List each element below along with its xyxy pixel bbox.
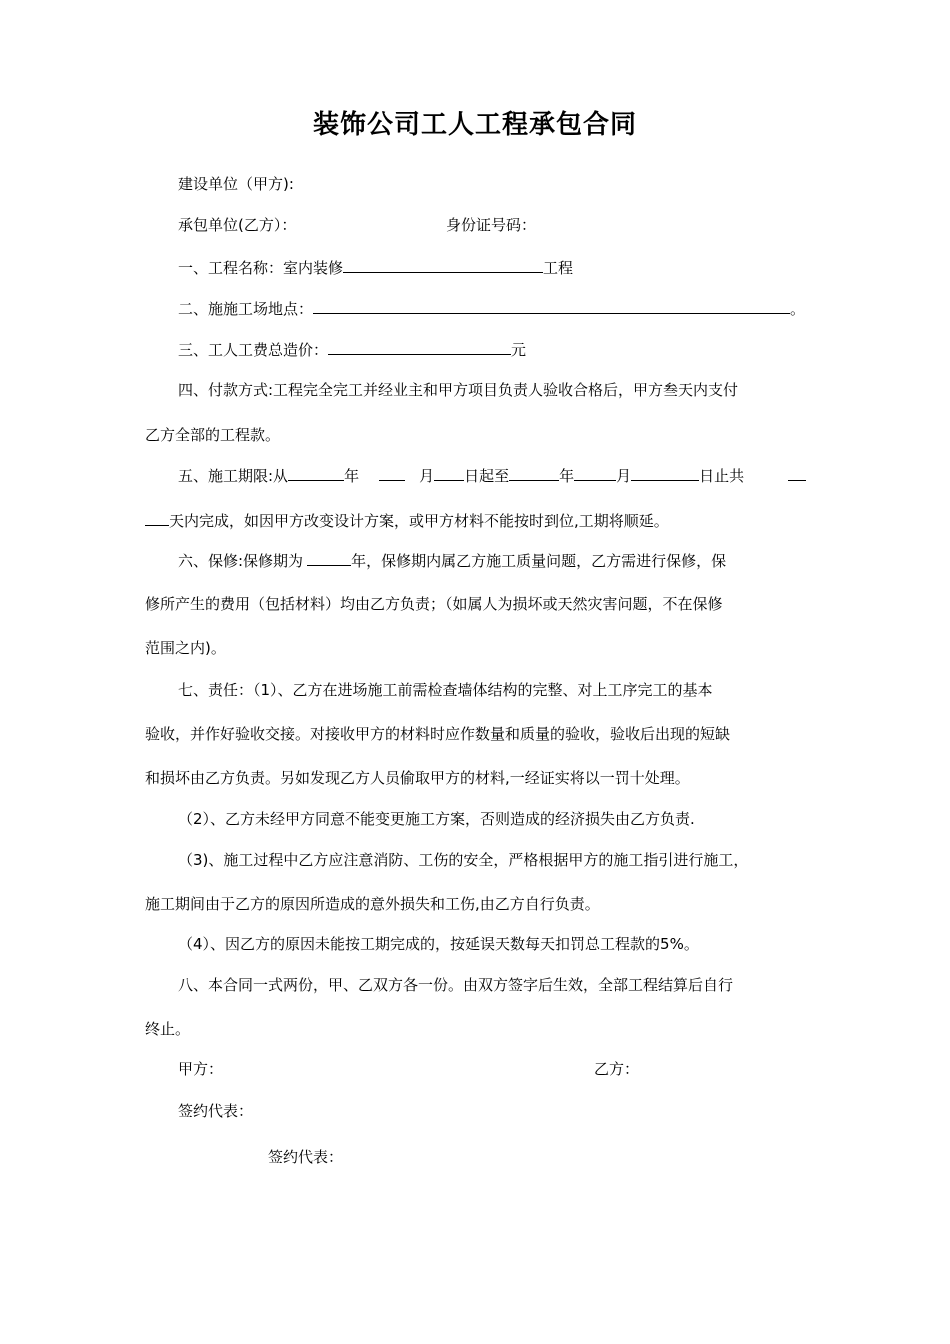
item-7-line-2: 验收，并作好验收交接。对接收甲方的材料时应作数量和质量的验收，验收后出现的短缺 bbox=[145, 725, 731, 743]
item-5-from: 五、施工期限:从 bbox=[178, 467, 289, 485]
item-7-3-line-1: （3)、施工过程中乙方应注意消防、工伤的安全，严格根据甲方的施工指引进行施工， bbox=[178, 851, 749, 869]
sign-representative-a: 签约代表： bbox=[178, 1102, 254, 1120]
warranty-years-blank bbox=[307, 550, 351, 566]
item-5-month: 月 bbox=[419, 467, 435, 485]
item-2-prefix: 二、施施工场地点： bbox=[178, 300, 314, 318]
item-1-prefix: 一、工程名称：室内装修 bbox=[178, 259, 344, 277]
end-year-blank bbox=[509, 465, 559, 481]
item-8-line-1: 八、本合同一式两份，甲、乙双方各一份。由双方签字后生效，全部工程结算后自行 bbox=[178, 976, 734, 994]
item-3-suffix: 元 bbox=[511, 341, 527, 359]
end-month-blank bbox=[574, 465, 616, 481]
item-6-line-1 bbox=[178, 550, 726, 571]
start-year-blank bbox=[288, 465, 344, 481]
item-5-until: 日起至 bbox=[464, 467, 510, 485]
item-5-line-1 bbox=[178, 465, 744, 486]
document-title: 装饰公司工人工程承包合同 bbox=[312, 110, 637, 140]
item-7-4: （4）、因乙方的原因未能按工期完成的，按延误天数每天扣罚总工程款的5%。 bbox=[178, 935, 699, 953]
item-4-line-2: 乙方全部的工程款。 bbox=[145, 426, 281, 444]
party-b-unit: 承包单位(乙方）： bbox=[178, 216, 297, 234]
item-7-2: （2）、乙方未经甲方同意不能变更施工方案，否则造成的经济损失由乙方负责. bbox=[178, 810, 695, 828]
item-6-prefix: 六、保修:保修期为 bbox=[178, 552, 304, 570]
item-4-line-1: 四、付款方式:工程完全完工并经业主和甲方项目负责人验收合格后，甲方叁天内支付 bbox=[178, 381, 739, 399]
start-month-blank bbox=[379, 465, 405, 481]
item-5-end-day: 日止共 bbox=[699, 467, 745, 485]
total-days-blank-start bbox=[788, 465, 806, 486]
item-7-3-line-2: 施工期间由于乙方的原因所造成的意外损失和工伤,由乙方自行负责。 bbox=[145, 895, 600, 913]
party-a-unit: 建设单位（甲方): bbox=[178, 175, 294, 193]
item-5-year: 年 bbox=[344, 467, 360, 485]
site-address-blank bbox=[313, 298, 790, 314]
item-8-line-2: 终止。 bbox=[145, 1020, 191, 1038]
item-5-end-month: 月 bbox=[616, 467, 632, 485]
total-cost-blank bbox=[328, 339, 511, 355]
item-7-line-1: 七、责任：（1）、乙方在进场施工前需检查墙体结构的完整、对上工序完工的基本 bbox=[178, 681, 713, 699]
item-6-rest: 年，保修期内属乙方施工质量问题，乙方需进行保修，保 bbox=[351, 552, 727, 570]
item-3 bbox=[178, 339, 526, 360]
item-7-line-3: 和损坏由乙方负责。另如发现乙方人员偷取甲方的材料,一经证实将以一罚十处理。 bbox=[145, 769, 690, 787]
item-3-prefix: 三、工人工费总造价： bbox=[178, 341, 329, 359]
start-day-blank bbox=[434, 465, 464, 481]
sign-representative-b: 签约代表： bbox=[268, 1148, 344, 1166]
item-5-end-year: 年 bbox=[559, 467, 575, 485]
item-1-suffix: 工程 bbox=[543, 259, 574, 277]
item-2-suffix: 。 bbox=[790, 300, 806, 318]
sign-party-a: 甲方： bbox=[178, 1060, 224, 1078]
item-6-line-3: 范围之内)。 bbox=[145, 639, 226, 657]
item-5-line-2 bbox=[145, 510, 669, 531]
item-6-line-2: 修所产生的费用（包括材料）均由乙方负责；（如属人为损坏或天然灾害问题，不在保修 bbox=[145, 595, 723, 613]
sign-party-b: 乙方： bbox=[594, 1060, 640, 1078]
total-days-blank bbox=[145, 510, 169, 526]
project-name-blank bbox=[343, 257, 543, 273]
item-1 bbox=[178, 257, 573, 278]
item-2 bbox=[178, 298, 805, 319]
end-day-blank bbox=[631, 465, 699, 481]
id-number-label: 身份证号码： bbox=[446, 216, 537, 234]
item-5-text: 天内完成，如因甲方改变设计方案，或甲方材料不能按时到位,工期将顺延。 bbox=[169, 512, 669, 530]
